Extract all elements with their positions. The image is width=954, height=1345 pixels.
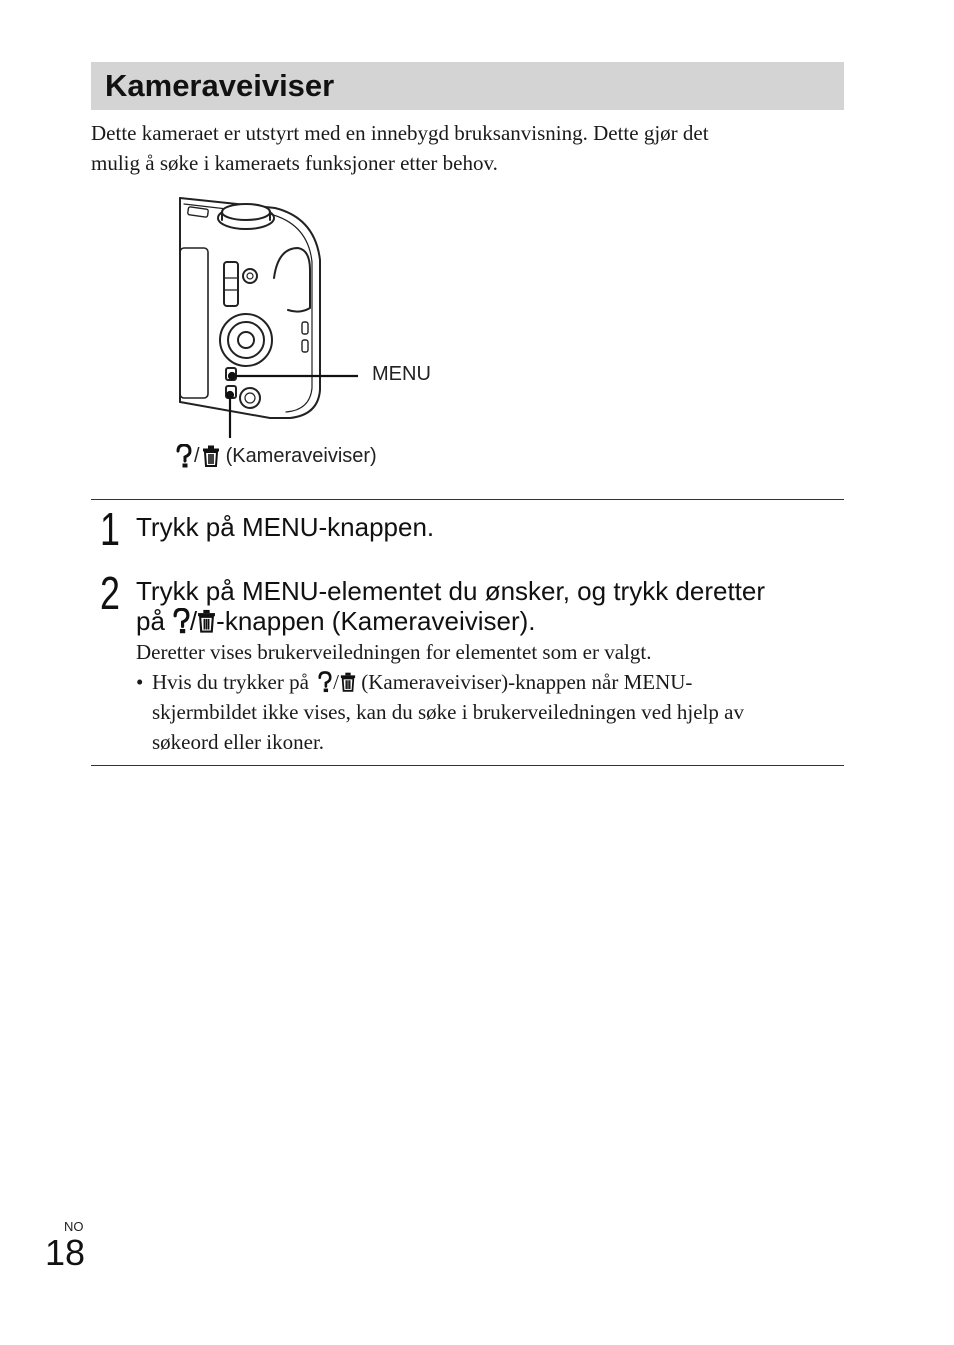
step-body-text: Deretter vises brukerveiledningen for elementet som er valgt.	[136, 640, 652, 664]
step-body	[136, 637, 846, 757]
step-text-separator: /	[189, 606, 198, 636]
step-number: 2	[100, 567, 120, 619]
question-icon	[173, 608, 190, 634]
page-number: 18	[45, 1232, 86, 1273]
bottom-divider	[91, 765, 844, 766]
guide-label-text: (Kameraveiviser)	[225, 445, 377, 467]
bullet-line: skjermbildet ikke vises, kan du søke i brukerveiledningen ved hjelp av	[152, 700, 744, 724]
guide-separator: /	[194, 445, 200, 467]
step-number: 1	[100, 503, 120, 555]
section-title: Kameraveiviser	[105, 68, 335, 103]
bullet-prefix: Hvis du trykker på	[152, 670, 309, 694]
intro-line: mulig å søke i kameraets funksjoner etter behov.	[91, 151, 498, 175]
camera-illustration	[170, 190, 450, 480]
trash-icon	[340, 672, 356, 692]
section-header	[91, 62, 844, 110]
menu-callout-label: MENU	[372, 363, 431, 385]
step-text-line: Trykk på MENU-elementet du ønsker, og trykk deretter	[136, 576, 766, 606]
bullet-separator: /	[333, 670, 339, 694]
intro-line: Dette kameraet er utstyrt med en innebygd bruksanvisning. Dette gjør det	[91, 121, 709, 145]
bullet-item	[136, 667, 846, 757]
bullet-line1-suffix: (Kameraveiviser)-knappen når MENU-	[361, 670, 693, 694]
intro-paragraph	[91, 118, 844, 178]
step-text	[136, 576, 846, 636]
bullet-mark: •	[136, 670, 144, 694]
trash-icon	[197, 609, 216, 633]
question-icon	[318, 671, 332, 693]
guide-callout-label	[176, 444, 377, 468]
step-text-line	[136, 606, 846, 636]
step-text-prefix: på	[136, 606, 165, 636]
question-icon	[176, 444, 192, 468]
language-code: NO	[64, 1219, 84, 1234]
step-text: Trykk på MENU-knappen.	[136, 512, 435, 542]
bullet-text	[152, 667, 846, 757]
step-text-suffix: -knappen (Kameraveiviser).	[216, 606, 536, 636]
top-divider	[91, 499, 844, 500]
inline-icons	[314, 667, 356, 697]
trash-icon	[202, 445, 220, 467]
bullet-line: søkeord eller ikoner.	[152, 730, 325, 754]
